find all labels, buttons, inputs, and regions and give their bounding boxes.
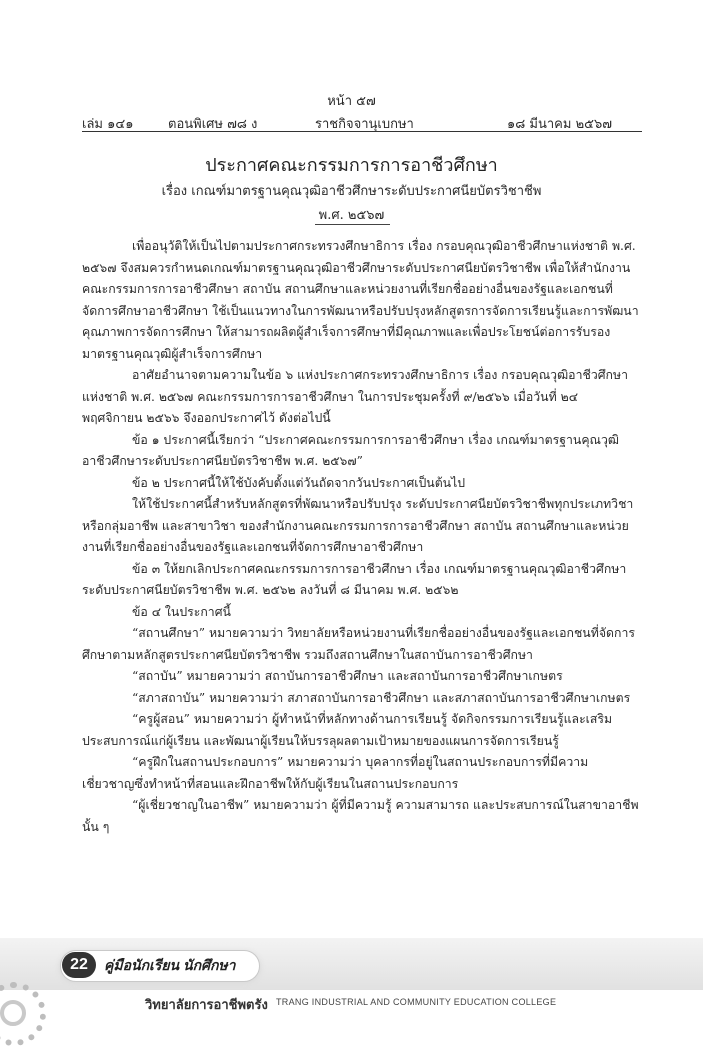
footer-band: [0, 990, 703, 1024]
clause-1: ข้อ ๑ ประกาศนี้เรียกว่า “ประกาศคณะกรรมการการอาชีวศึกษา เรื่อง เกณฑ์มาตรฐานคุณวุฒิอาชีวศึกษาระดับประกาศนียบัตรวิชาชีพ พ.ศ. ๒๕๖๗”: [82, 432, 619, 468]
paragraph-preamble: เพื่ออนุวัติให้เป็นไปตามประกาศกระทรวงศึกษาธิการ เรื่อง กรอบคุณวุฒิอาชีวศึกษาแห่งชาติ พ.ศ. ๒๕๖๗ จึงสมควรกำหนดเกณฑ์มาตรฐานคุณวุฒิอาชีวศึกษาระดับประกาศนียบัตรวิชาชีพ เพื่อให้สำนักงานคณะกรรมการการอาชีวศึกษา สถาบัน สถานศึกษาและหน่วยงานที่เรียกชื่ออย่างอื่นของรัฐและเอกชนที่จัดการศึกษาอาชีวศึกษา ใช้เป็นแนวทางในการพัฒนาหรือปรับปรุงหลักสูตรการจัดการเรียนรู้และการพัฒนาคุณภาพการจัดการศึกษา ให้สามารถผลิตผู้สำเร็จการศึกษาที่มีคุณภาพและเพื่อประโยชน์ต่อการรับรองมาตรฐานคุณวุฒิผู้สำเร็จการศึกษา: [82, 239, 639, 361]
header-divider: [82, 131, 642, 132]
definition-trainer: “ครูฝึกในสถานประกอบการ” หมายความว่า บุคลากรที่อยู่ในสถานประกอบการที่มีความเชี่ยวชาญซึ่งทำหน้าที่สอนและฝึกอาชีพให้กับผู้เรียนในสถานประกอบการ: [82, 755, 589, 791]
title-underline: [315, 224, 390, 225]
gear-hub-icon: [0, 1000, 26, 1026]
announcement-title: ประกาศคณะกรรมการการอาชีวศึกษา: [205, 155, 498, 176]
gazette-name: ราชกิจจานุเบกษา: [315, 117, 414, 132]
gazette-section: ตอนพิเศษ ๗๘ ง: [168, 117, 258, 132]
announcement-subtitle: เรื่อง เกณฑ์มาตรฐานคุณวุฒิอาชีวศึกษาระดับประกาศนียบัตรวิชาชีพ: [161, 184, 542, 199]
footer-page-number: 22: [62, 952, 96, 978]
clause-2: ข้อ ๒ ประกาศนี้ให้ใช้บังคับตั้งแต่วันถัดจากวันประกาศเป็นต้นไป: [132, 475, 466, 490]
definition-teacher: “ครูผู้สอน” หมายความว่า ผู้ทำหน้าที่หลักทางด้านการเรียนรู้ จัดกิจกรรมการเรียนรู้และเสริมประสบการณ์แก่ผู้เรียน และพัฒนาผู้เรียนให้บรรลุผลตามเป้าหมายของแผนการจัดการเรียนรู้: [82, 712, 613, 748]
definition-expert: “ผู้เชี่ยวชาญในอาชีพ” หมายความว่า ผู้ที่มีความรู้ ความสามารถ และประสบการณ์ในสาขาอาชีพนั้น ๆ: [82, 798, 639, 834]
definition-institution: “สถานศึกษา” หมายความว่า วิทยาลัยหรือหน่วยงานที่เรียกชื่ออย่างอื่นของรัฐและเอกชนที่จัดการศึกษาตามหลักสูตรประกาศนียบัตรวิชาชีพ รวมถึงสถานศึกษาในสถาบันการอาชีวศึกษา: [82, 626, 635, 662]
definition-institute: “สถาบัน” หมายความว่า สถาบันการอาชีวศึกษา และสถาบันการอาชีวศึกษาเกษตร: [132, 669, 563, 683]
college-name-english: TRANG INDUSTRIAL AND COMMUNITY EDUCATION COLLEGE: [276, 997, 557, 1007]
gazette-volume: เล่ม ๑๔๑: [82, 117, 134, 132]
definition-council: “สภาสถาบัน” หมายความว่า สภาสถาบันการอาชีวศึกษา และสภาสถาบันการอาชีวศึกษาเกษตร: [132, 690, 631, 705]
gazette-page-number: หน้า ๕๗: [327, 94, 376, 109]
announcement-body: [82, 236, 640, 838]
announcement-year: พ.ศ. ๒๕๖๗: [318, 208, 385, 223]
clause-4: ข้อ ๔ ในประกาศนี้: [132, 604, 231, 619]
handbook-title: คู่มือนักเรียน นักศึกษา: [104, 957, 236, 973]
paragraph-authority: อาศัยอำนาจตามความในข้อ ๖ แห่งประกาศกระทรวงศึกษาธิการ เรื่อง กรอบคุณวุฒิอาชีวศึกษาแห่งชาติ พ.ศ. ๒๕๖๗ คณะกรรมการการอาชีวศึกษา ในการประชุมครั้งที่ ๙/๒๕๖๖ เมื่อวันที่ ๒๔ พฤศจิกายน ๒๕๖๖ จึงออกประกาศไว้ ดังต่อไปนี้: [82, 368, 628, 425]
clause-3: ข้อ ๓ ให้ยกเลิกประกาศคณะกรรมการการอาชีวศึกษา เรื่อง เกณฑ์มาตรฐานคุณวุฒิอาชีวศึกษาระดับประกาศนียบัตรวิชาชีพ พ.ศ. ๒๕๖๒ ลงวันที่ ๘ มีนาคม พ.ศ. ๒๕๖๒: [82, 561, 627, 597]
gazette-date: ๑๘ มีนาคม ๒๕๖๗: [507, 117, 613, 132]
college-name-thai: วิทยาลัยการอาชีพตรัง: [145, 997, 268, 1012]
clause-2-scope: ให้ใช้ประกาศนี้สำหรับหลักสูตรที่พัฒนาหรือปรับปรุง ระดับประกาศนียบัตรวิชาชีพทุกประเภทวิชาหรือกลุ่มอาชีพ และสาขาวิชา ของสำนักงานคณะกรรมการการอาชีวศึกษา สถาบัน สถานศึกษาและหน่วยงานที่เรียกชื่ออย่างอื่นของรัฐและเอกชนที่จัดการศึกษาอาชีวศึกษา: [82, 497, 634, 554]
